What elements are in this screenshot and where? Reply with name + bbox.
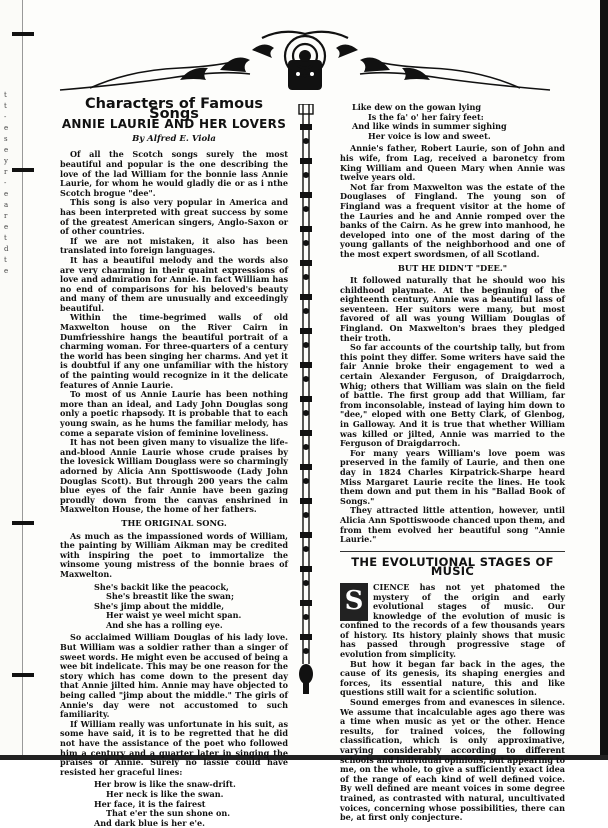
paragraph: It has not been given many to visualize the life-and-blood Annie Laurie whose crude praises by the lovesick William Douglass were so charmingly adorned by Alicia Ann Spottiswoode (Lady John Douglas Scott). But through 200 years the calm blue eyes of the fair Annie have been gazing proudly down from the canvas enshrined in Maxwelton House, the home of her fathers. — [60, 437, 288, 515]
poem-line: Her neck is like the swan. — [106, 788, 224, 799]
paragraph: Of all the Scotch songs surely the most beautiful and popular is the one describing the love of the lad William for the bonnie lass Annie Laurie, for whom he would gladly die or as i nthe Scotch brogue "dee". — [60, 149, 288, 198]
article-body-continued — [340, 103, 565, 545]
divider-dot — [303, 444, 309, 450]
paragraph: Within the time-begrimed walls of old Maxwelton house on the River Cairn in Dumfriesshire hangs the beautiful portrait of a charming woman. For three-quarters of a century the world has been singing her charms. And yet it is doubtful if any one unfamiliar with the history of the painting would recognize in it the delicate features of Annie Laurie. — [60, 312, 288, 390]
divider-bead — [300, 260, 312, 266]
page-edge-shadow — [600, 0, 608, 760]
evolution-article-title: THE EVOLUTIONAL STAGES OF MUSIC — [351, 554, 554, 579]
binding-hole — [12, 168, 34, 172]
paragraph: So far accounts of the courtship tally, but from this point they differ. Some writers have said the fair Annie broke their engagement to wed a certain Alexander Ferguson, of Draigdarroch, Whig; others that William was slain on the field of battle. The first group add that William, far from inconsolable, instead of laying him down to "dee," eloped with one Betty Clark, of Glenbog, in Galloway. And it is true that whether William was killed or jilted, Annie was married to the Ferguson of Draigdarroch. — [340, 342, 565, 449]
divider-dot — [303, 342, 309, 348]
margin-letter: t — [4, 91, 7, 99]
margin-letter: t — [4, 102, 7, 110]
binding-edge — [0, 0, 23, 760]
divider-dot — [303, 512, 309, 518]
paragraph: Annie's father, Robert Laurie, son of John and his wife, from Lag, received a baronetcy from King William and Queen Mary when Annie was twelve years old. — [340, 143, 565, 183]
divider-dot — [303, 410, 309, 416]
divider-bead — [300, 532, 312, 538]
paragraph: This song is also very popular in America and has been interpreted with great success by some of the greatest American singers, Anglo-Saxon or of other countries. — [60, 197, 288, 237]
poem-verse — [94, 583, 288, 631]
poem-line: That e'er the sun shone on. — [106, 808, 231, 819]
right-column — [340, 103, 565, 823]
poem-line: And like winds in summer sighing — [352, 121, 507, 132]
poem-line: She's backit like the peacock, — [94, 581, 229, 592]
poem-line: She's jimp about the middle, — [94, 600, 225, 611]
divider-dot — [303, 614, 309, 620]
divider-dot — [303, 546, 309, 552]
article-subtitle: ANNIE LAURIE AND HER LOVERS — [61, 117, 287, 132]
paragraph: So acclaimed William Douglas of his lady love. But William was a soldier rather than a singer of sweet words. He might even be accused of being a wee bit indelicate. This may be one reason for the story which has come down to the present day that Annie jilted him. Annie may have objected to being called "jimp about the middle." The girls of Annie's day were not accustomed to such familiarity. — [60, 632, 288, 720]
decorative-column-divider-icon — [291, 104, 321, 696]
margin-letter: - — [4, 113, 7, 121]
divider-dot — [303, 478, 309, 484]
paragraph: As much as the impassioned words of William, the painting by William Aikman may be credited with inspiring the poet to immortalize the winsome young mistress of the bonnie braes of Maxwelton. — [60, 530, 288, 579]
margin-letter: t — [4, 234, 7, 242]
margin-letter: e — [4, 267, 9, 275]
divider-bead — [300, 158, 312, 164]
margin-letter: d — [4, 245, 9, 253]
paragraph — [340, 583, 565, 660]
poem-line: Her voice is low and sweet. — [368, 130, 491, 141]
poem-line: Her face, it is the fairest — [94, 798, 206, 809]
divider-bead — [300, 566, 312, 572]
section-divider — [340, 551, 565, 552]
divider-bead — [300, 294, 312, 300]
divider-bead — [300, 124, 312, 130]
divider-bead — [300, 192, 312, 198]
margin-letters — [4, 90, 12, 277]
divider-bead — [300, 430, 312, 436]
paragraph: Sound emerges from and evanesces in silence. We assume that incalculable ages ago there was a time when music as yet or the other. Hence results, for trained voices, the following classification, which is only approximative, varying considerably according to different schools and individual opinions, but appearing to me, on the whole, to give a sufficiently exact idea of the range of each kind of well defined voice. By well defined are meant voices in some degree trained, as contrasted with natural, uncultivated voices, concerning whose possibilities, there can be, at first only conjecture. — [340, 697, 565, 823]
divider-dot — [303, 376, 309, 382]
margin-letter: a — [4, 201, 9, 209]
poem-line: And she has a rolling eye. — [106, 619, 223, 630]
paragraph: If we are not mistaken, it also has been translated into foreign languages. — [60, 235, 288, 256]
margin-letter: - — [4, 179, 7, 187]
paragraph-text: CIENCE has not yet phatomed the mystery of the origin and early evolutional stages of music. Our knowledge of the evolution of music is confined to the records of a few thousands years of history. Its history plainly shows that music has passed through progressive stage of evolution from simplicity. — [340, 581, 565, 660]
poem-line: Her waist ye weel micht span. — [106, 610, 242, 621]
section-heading: BUT HE DIDN'T "DEE." — [397, 262, 508, 273]
section-heading: THE ORIGINAL SONG. — [121, 517, 227, 528]
poem-line: Is the fa' o' her fairy feet: — [368, 111, 484, 122]
margin-letter: y — [4, 157, 8, 165]
poem-verse — [94, 780, 288, 828]
margin-letter: t — [4, 256, 7, 264]
divider-bead — [300, 328, 312, 334]
margin-letter: e — [4, 223, 9, 231]
divider-dot — [303, 580, 309, 586]
divider-bead — [300, 396, 312, 402]
divider-bead — [300, 498, 312, 504]
margin-letter: r — [4, 212, 8, 220]
drop-cap: S — [340, 583, 368, 621]
poem-line: She's breastit like the swan; — [106, 591, 234, 602]
divider-dot — [303, 274, 309, 280]
paragraph: Not far from Maxwelton was the estate of the Douglases of Fingland. The young son of Fingland was a frequent visitor at the home of the Lauries and he and Annie romped over the banks of the Cairn. As he grew into manhood, he developed into one of the most daring of the young gallants of the neighborhood and one of the most expert swordsmen, of all Scotland. — [340, 181, 565, 259]
poem-line: Her brow is like the snaw-drift. — [94, 779, 236, 790]
scroll-ornament-icon — [30, 30, 580, 98]
left-column — [60, 96, 288, 828]
divider-bead — [300, 634, 312, 640]
evolution-article-body — [340, 583, 565, 823]
article-body — [60, 150, 288, 828]
byline: By Alfred E. Viola — [132, 133, 216, 144]
margin-letter: s — [4, 135, 8, 143]
paragraph: They attracted little attention, however, until Alicia Ann Spottiswoode chanced upon them, and from them evolved her beautiful song "Annie Laurie." — [340, 505, 565, 545]
margin-letter: e — [4, 146, 9, 154]
binding-hole — [12, 673, 34, 677]
divider-dot — [303, 308, 309, 314]
poem-line: Like dew on the gowan lying — [352, 102, 481, 112]
divider-dot — [303, 648, 309, 654]
paragraph: If William really was unfortunate in his suit, as some have said, it is to be regretted that he did not have the assistance of the poet who followed him a century and a quarter later in singing the praises of Annie. Surely no lassie could have resisted her graceful lines: — [60, 718, 288, 777]
binding-hole — [12, 521, 34, 525]
divider-bead — [300, 464, 312, 470]
margin-letter: e — [4, 124, 9, 132]
poem-line: And dark blue is her e'e. — [94, 817, 205, 828]
paragraph: For many years William's love poem was preserved in the family of Laurie, and then one day in 1824 Charles Kirpatrick-Sharpe heard Miss Margaret Laurie recite the lines. He took them down and put them in his "Ballad Book of Songs." — [340, 447, 565, 506]
divider-dot — [303, 138, 309, 144]
paragraph: It has a beautiful melody and the words also are very charming in their quaint expressions of love and admiration for Annie. In fact William has no end of comparisons for his beloved's beauty and many of them are unusually and exceedingly beautiful. — [60, 254, 288, 313]
divider-bead — [300, 600, 312, 606]
poem-verse — [352, 103, 565, 141]
article-title: Characters of Famous Songs — [84, 96, 264, 122]
divider-dot — [303, 206, 309, 212]
margin-letter: e — [4, 190, 9, 198]
divider-bead — [300, 226, 312, 232]
divider-bead — [300, 362, 312, 368]
paragraph: It followed naturally that he should woo his childhood playmate. At the beginning of the eighteenth century, Annie was a beautiful lass of seventeen. Her suitors were many, but most favored of all was young William Douglas of Fingland. On Maxwelton's braes they pledged their troth. — [340, 275, 565, 343]
divider-dot — [303, 172, 309, 178]
paragraph: But how it began far back in the ages, the cause of its genesis, its shaping energies and forces, its essential nature, this and like questions still wait for a scientific solution. — [340, 658, 565, 698]
paragraph: To most of us Annie Laurie has been nothing more than an ideal, and Lady John Douglas song only a poetic rhapsody. It is probable that to each young swain, as he hums the familiar melody, has come a separate vision of feminine loveliness. — [60, 389, 288, 438]
divider-dot — [303, 240, 309, 246]
margin-letter: r — [4, 168, 8, 176]
